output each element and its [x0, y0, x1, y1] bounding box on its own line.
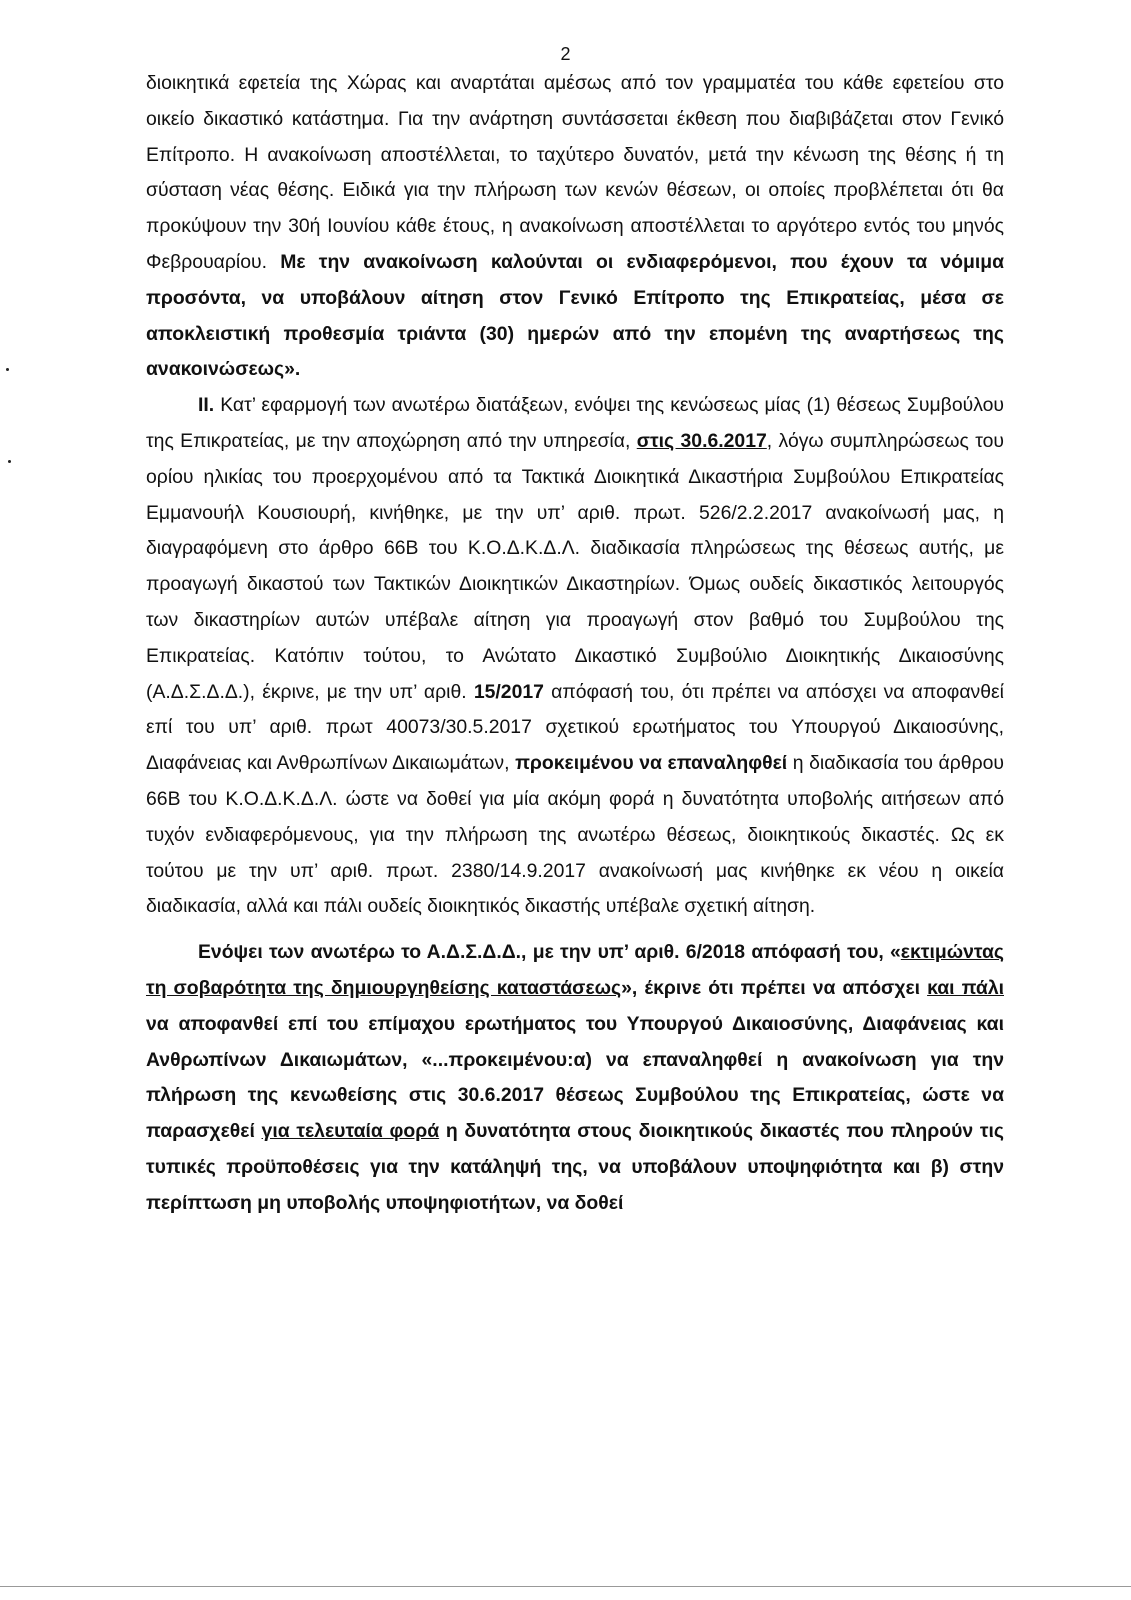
scan-edge-line: [0, 1586, 1131, 1587]
text-segment-bold: Με την ανακοίνωση καλούνται οι ενδιαφερόμενοι, που έχουν τα νόμιμα προσόντα, να υποβάλουν αίτηση στον Γενικό Επίτροπο της Επικρατείας, μέσα σε αποκλειστική προθεσμία τριάντα (30) ημερών από την επομένη της αναρτήσεως της ανακοινώσεως».: [146, 250, 1004, 381]
text-segment-bold-underline: για τελευταία φορά: [261, 1120, 440, 1143]
text-segment: , λόγω συμπληρώσεως του ορίου ηλικίας του προερχομένου από τα Τακτικά Διοικητικά Δικαστήρια Συμβούλου Επικρατείας Εμμανουήλ Κουσιουρή, κινήθηκε, με την υπ’ αριθ. πρωτ. 526/2.2.2017 ανακοίνωσή μας, η διαγραφόμενη στο άρθρο 66Β του Κ.Ο.Δ.Κ.Δ.Λ. διαδικασία πληρώσεως της θέσεως αυτής, με προαγωγή δικαστού των Τακτικών Διοικητικών Δικαστηρίων. Όμως ουδείς δικαστικός λειτουργός των δικαστηρίων αυτών υπέβαλε αίτηση για προαγωγή στον βαθμό του Συμβούλου της Επικρατείας. Κατόπιν τούτου, το Ανώτατο Δικαστικό Συμβούλιο Διοικητικής Δικαιοσύνης (Α.Δ.Σ.Δ.Δ.), έκρινε, με την υπ’ αριθ.: [146, 429, 1004, 703]
document-body: [146, 66, 1004, 1222]
text-segment-bold: να αποφανθεί επί του επίμαχου ερωτήματος του Υπουργού Δικαιοσύνης, Διαφάνειας και Ανθρωπίνων Δικαιωμάτων, «...προκειμένου:α) να επαναληφθεί η ανακοίνωση για την πλήρωση της κενωθείσης στις 30.6.2017 θέσεως Συμβούλου της Επικρατείας, ώστε να παρασχεθεί: [146, 1012, 1004, 1143]
page-number: 2: [560, 44, 571, 64]
text-segment: απόφασή του, ότι πρέπει να απόσχει να αποφανθεί επί του υπ’ αριθ. πρωτ 40073/30.5.2017 σχετικού ερωτήματος του Υπουργού Δικαιοσύνης, Διαφάνειας και Ανθρωπίνων Δικαιωμάτων,: [146, 680, 1004, 775]
text-segment-bold-underline: εκτιμώντας τη σοβαρότητα της δημιουργηθείσης καταστάσεως: [146, 941, 1004, 999]
paragraph-3: [146, 935, 1004, 1221]
paragraph-2: [146, 388, 1004, 925]
text-segment: Κατ’ εφαρμογή των ανωτέρω διατάξεων, ενόψει της κενώσεως μίας (1) θέσεως Συμβούλου της Επικρατείας, με την αποχώρηση από την υπηρεσία,: [146, 394, 1004, 452]
text-segment-bold: 15/2017: [473, 680, 544, 703]
text-segment-bold: η δυνατότητα στους διοικητικούς δικαστές που πληρούν τις τυπικές προϋποθέσεις για την κατάληψή της, να υποβάλουν υποψηφιότητα και β) στην περίπτωση μη υποβολής υποψηφιοτήτων, να δοθεί: [146, 1120, 1004, 1214]
text-segment-bold-underline: και πάλι: [927, 976, 1004, 999]
text-segment: η διαδικασία του άρθρου 66Β του Κ.Ο.Δ.Κ.Δ.Λ. ώστε να δοθεί για μία ακόμη φορά η δυνατότητα υποβολής αιτήσεων από τυχόν ενδιαφερόμενους, για την πλήρωση της ανωτέρω θέσεως, διοικητικούς δικαστές. Ως εκ τούτου με την υπ’ αριθ. πρωτ. 2380/14.9.2017 ανακοίνωσή μας κινήθηκε εκ νέου η οικεία διαδικασία, αλλά και πάλι ουδείς διοικητικός δικαστής υπέβαλε σχετική αίτηση.: [146, 752, 1004, 918]
scan-speck: [6, 368, 9, 371]
text-segment-bold-underline: στις 30.6.2017: [636, 429, 767, 452]
text-segment-bold: Ενόψει των ανωτέρω το Α.Δ.Σ.Δ.Δ., με την υπ’ αριθ. 6/2018 απόφασή του, «: [198, 941, 901, 964]
section-numeral: II.: [198, 394, 215, 417]
text-segment-bold: », έκρινε ότι πρέπει να απόσχει: [621, 976, 928, 999]
text-segment-bold: προκειμένου να επαναληφθεί: [515, 752, 788, 775]
paragraph-1: [146, 66, 1004, 388]
text-segment: διοικητικά εφετεία της Χώρας και αναρτάται αμέσως από τον γραμματέα του κάθε εφετείου στο οικείο δικαστικό κατάστημα. Για την ανάρτηση συντάσσεται έκθεση που διαβιβάζεται στον Γενικό Επίτροπο. Η ανακοίνωση αποστέλλεται, το ταχύτερο δυνατόν, μετά την κένωση της θέσης ή τη σύσταση νέας θέσης. Ειδικά για την πλήρωση των κενών θέσεων, οι οποίες προβλέπεται ότι θα προκύψουν την 30ή Ιουνίου κάθε έτους, η ανακοίνωση αποστέλλεται το αργότερο εντός του μηνός Φεβρουαρίου.: [146, 72, 1004, 273]
scan-speck: [8, 460, 11, 463]
